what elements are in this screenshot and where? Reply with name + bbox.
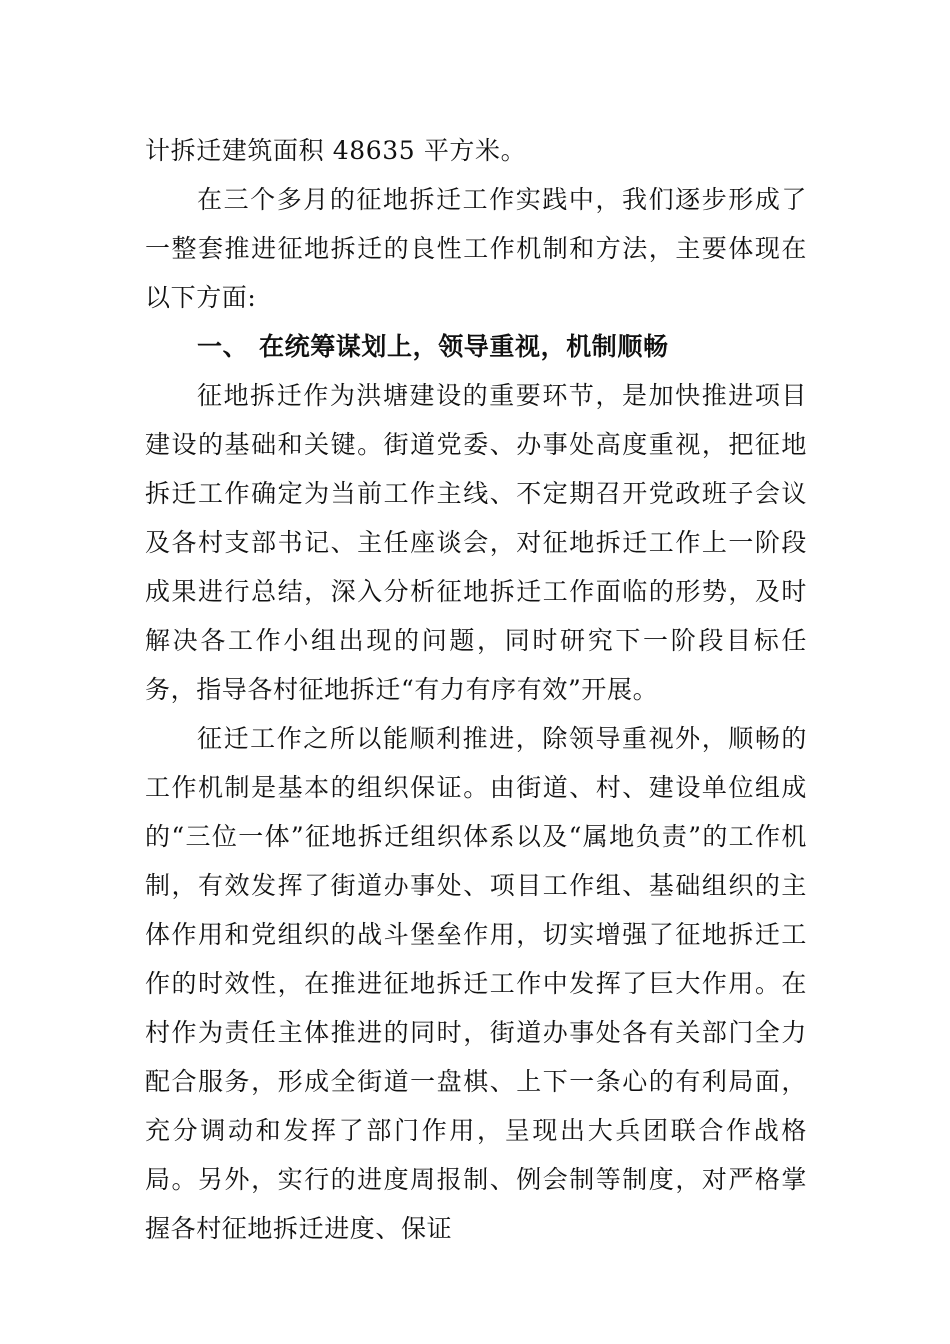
paragraph-leadership: 征地拆迁作为洪塘建设的重要环节，是加快推进项目建设的基础和关键。街道党委、办事处高度重视，把征地拆迁工作确定为当前工作主线、不定期召开党政班子会议及各村支部书记、主任座谈会，对征地拆迁工作上一阶段成果进行总结，深入分析征地拆迁工作面临的形势，及时解决各工作小组出现的问题，同时研究下一阶段目标任务，指导各村征地拆迁“有力有序有效”开展。 — [145, 381, 807, 704]
section-heading-text: 在统筹谋划上，领导重视，机制顺畅 — [259, 332, 669, 361]
paragraph-continued: 计拆迁建筑面积 48635 平方米。 — [145, 136, 527, 165]
section-heading-number: 一、 — [197, 332, 249, 361]
paragraph-mechanism: 征迁工作之所以能顺利推进，除领导重视外，顺畅的工作机制是基本的组织保证。由街道、村、建设单位组成的“三位一体”征地拆迁组织体系以及“属地负责”的工作机制，有效发挥了街道办事处、项目工作组、基础组织的主体作用和党组织的战斗堡垒作用，切实增强了征地拆迁工作的时效性，在推进征地拆迁工作中发挥了巨大作用。在村作为责任主体推进的同时，街道办事处各有关部门全力配合服务，形成全街道一盘棋、上下一条心的有利局面，充分调动和发挥了部门作用，呈现出大兵团联合作战格局。另外，实行的进度周报制、例会制等制度，对严格掌握各村征地拆迁进度、保证 — [145, 724, 807, 1243]
document-body — [145, 126, 807, 1253]
paragraph-intro: 在三个多月的征地拆迁工作实践中，我们逐步形成了一整套推进征地拆迁的良性工作机制和方法，主要体现在以下方面: — [145, 185, 807, 312]
section-heading — [145, 322, 807, 371]
